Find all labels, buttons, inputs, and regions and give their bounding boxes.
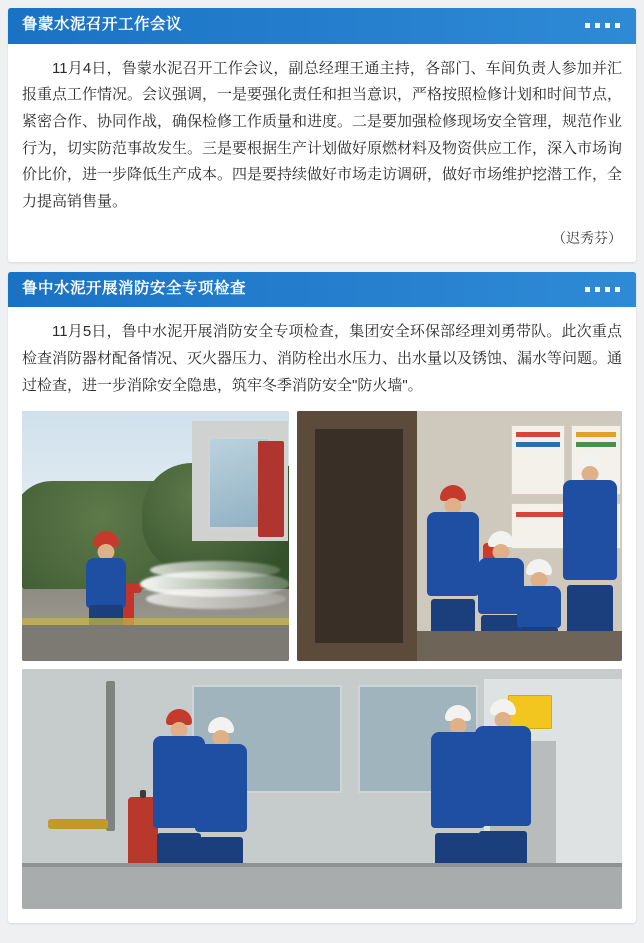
dot-icon <box>615 23 620 28</box>
article-2-body <box>8 307 636 923</box>
article-card-2 <box>8 272 636 924</box>
dot-icon <box>615 287 620 292</box>
header-dots-decoration <box>585 287 622 292</box>
header-dots-decoration <box>585 23 622 28</box>
dot-icon <box>585 287 590 292</box>
article-2-header <box>8 272 636 308</box>
article-1-body <box>8 44 636 262</box>
photo-extinguisher-check <box>297 411 622 661</box>
article-2-paragraph: 11月5日，鲁中水泥开展消防安全专项检查，集团安全环保部经理刘勇带队。此次重点检查消防器材配备情况、灭火器压力、消防栓出水压力、出水量以及锈蚀、漏水等问题。通过检查，进一步消除安全隐患，筑牢冬季消防安全"防火墙"。 <box>22 323 623 394</box>
article-1-title: 鲁蒙水泥召开工作会议 <box>22 16 183 33</box>
article-1-paragraph: 11月4日，鲁蒙水泥召开工作会议，副总经理王通主持，各部门、车间负责人参加并汇报重点工作情况。会议强调，一是要强化责任和担当意识，严格按照检修计划和时间节点，紧密合作、协同作战，确保检修工作质量和进度。二是要加强检修现场安全管理，规范作业行为，切实防范事故发生。三是要根据生产计划做好原燃材料及物资供应工作，深入市场询价比价，进一步降低生产成本。四是要持续做好市场走访调研，做好市场维护挖潜工作，全力提高销售量。 <box>22 59 623 211</box>
photo-row-top <box>22 411 622 661</box>
article-2-title: 鲁中水泥开展消防安全专项检查 <box>22 279 247 297</box>
article-card-1 <box>8 8 636 262</box>
photo-row-bottom <box>22 669 622 909</box>
dot-icon <box>595 287 600 292</box>
dot-icon <box>595 23 600 28</box>
article-1-signature: （迟秀芬） <box>552 229 622 246</box>
dot-icon <box>605 23 610 28</box>
article-1-header <box>8 8 636 44</box>
article-2-photo-gallery <box>22 411 622 909</box>
dot-icon <box>605 287 610 292</box>
photo-site-inspection <box>22 669 622 909</box>
photo-hydrant-test <box>22 411 289 661</box>
dot-icon <box>585 23 590 28</box>
